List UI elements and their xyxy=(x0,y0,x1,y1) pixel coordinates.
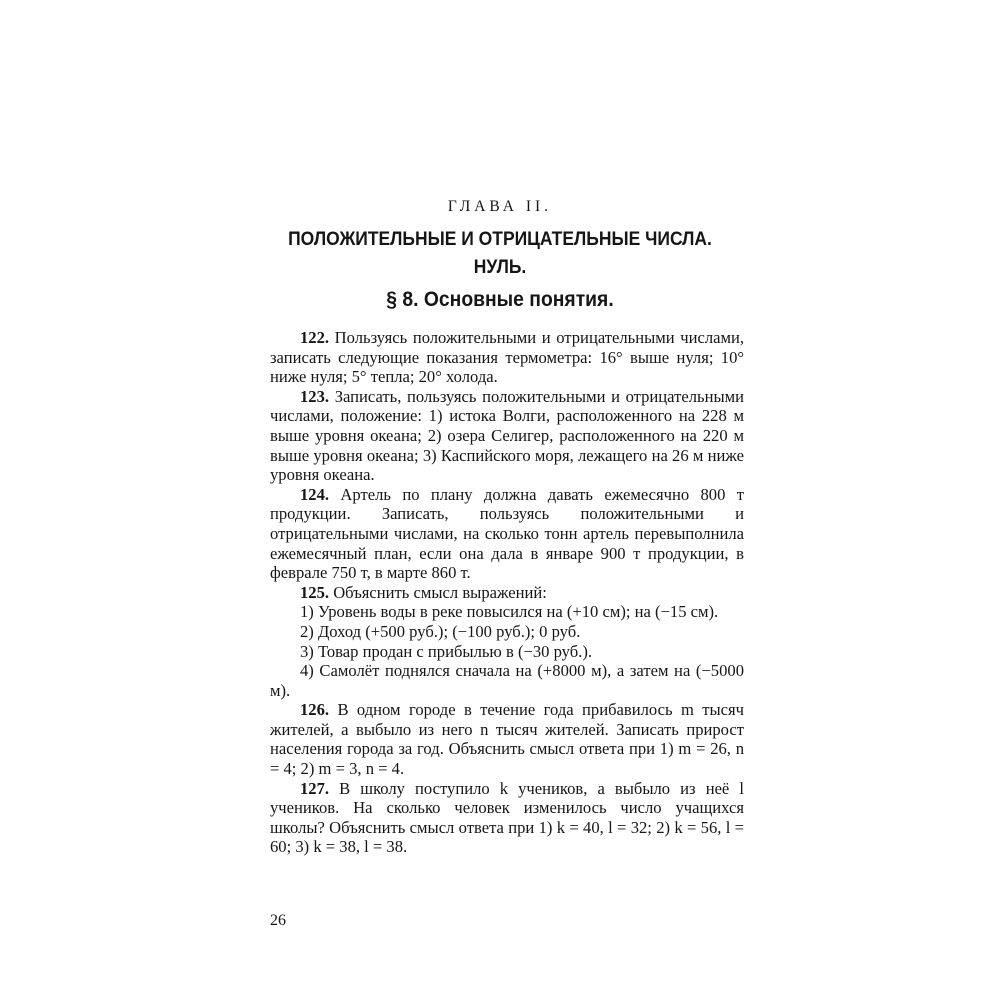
problem-text: 2) Доход (+500 руб.); (−100 руб.); 0 руб. xyxy=(300,621,581,641)
chapter-heading: ГЛАВА II. xyxy=(447,198,553,215)
problem-number: 127. xyxy=(300,778,330,798)
page-number: 26 xyxy=(270,912,286,929)
problem-text: 3) Товар продан с прибылью в (−30 руб.). xyxy=(300,641,593,661)
problem-125-item-4 xyxy=(270,661,744,700)
section-title-line-2: НУЛЬ. xyxy=(473,257,527,278)
problem-text: 1) Уровень воды в реке повысился на (+10 см); на (−15 см). xyxy=(300,602,719,622)
problem-122 xyxy=(270,328,744,387)
section-title xyxy=(279,226,721,282)
problem-text: Объяснить смысл выражений: xyxy=(333,582,547,602)
section-title-line-1: ПОЛОЖИТЕЛЬНЫЕ И ОТРИЦАТЕЛЬНЫЕ ЧИСЛА. xyxy=(288,229,712,250)
problem-text: В школу поступило k учеников, а выбыло из неё l учеников. На сколько человек изменилось число учащихся школы? Объяснить смысл ответа при 1) k = 40, l = 32; 2) k = 56, l = 60; 3) k = 38, l = 38. xyxy=(270,778,744,857)
problem-127 xyxy=(270,779,744,857)
problem-number: 123. xyxy=(300,386,330,406)
problem-number: 124. xyxy=(300,484,330,504)
problem-125-item-3 xyxy=(270,642,744,662)
problem-124 xyxy=(270,485,744,583)
problem-text: Записать, пользуясь положительными и отрицательными числами, положение: 1) истока Волги, расположенного на 228 м выше уровня океана; 2) озера Селигер, расположенного на 220 м выше уровня океана; 3) Каспийского моря, лежащего на 26 м ниже уровня океана. xyxy=(270,386,744,485)
problem-number: 126. xyxy=(300,700,330,720)
problem-123 xyxy=(270,387,744,485)
problem-125-item-1 xyxy=(270,602,744,622)
problem-number: 125. xyxy=(300,582,330,602)
problem-text: Артель по плану должна давать ежемесячно 800 т продукции. Записать, пользуясь положительными и отрицательными числами, на сколько тонн артель перевыполнила ежемесячный план, если она дала в январе 900 т продукции, в феврале 750 т, в марте 860 т. xyxy=(270,484,744,583)
problems-list xyxy=(270,328,744,857)
problem-126 xyxy=(270,700,744,778)
problem-number: 122. xyxy=(300,328,330,347)
problem-125 xyxy=(270,583,744,603)
problem-text: 4) Самолёт поднялся сначала на (+8000 м), а затем на (−5000 м). xyxy=(270,661,744,700)
problem-text: В одном городе в течение года прибавилось m тысяч жителей, а выбыло из него n тысяч жителей. Записать прирост населения города за год. Объяснить смысл ответа при 1) m = 26, n = 4; 2) m = 3, n = 4. xyxy=(270,700,744,779)
problem-125-item-2 xyxy=(270,622,744,642)
paragraph-title: § 8. Основные понятия. xyxy=(386,288,614,311)
problem-text: Пользуясь положительными и отрицательными числами, записать следующие показания термометра: 16° выше нуля; 10° ниже нуля; 5° тепла; 20° холода. xyxy=(270,328,744,387)
